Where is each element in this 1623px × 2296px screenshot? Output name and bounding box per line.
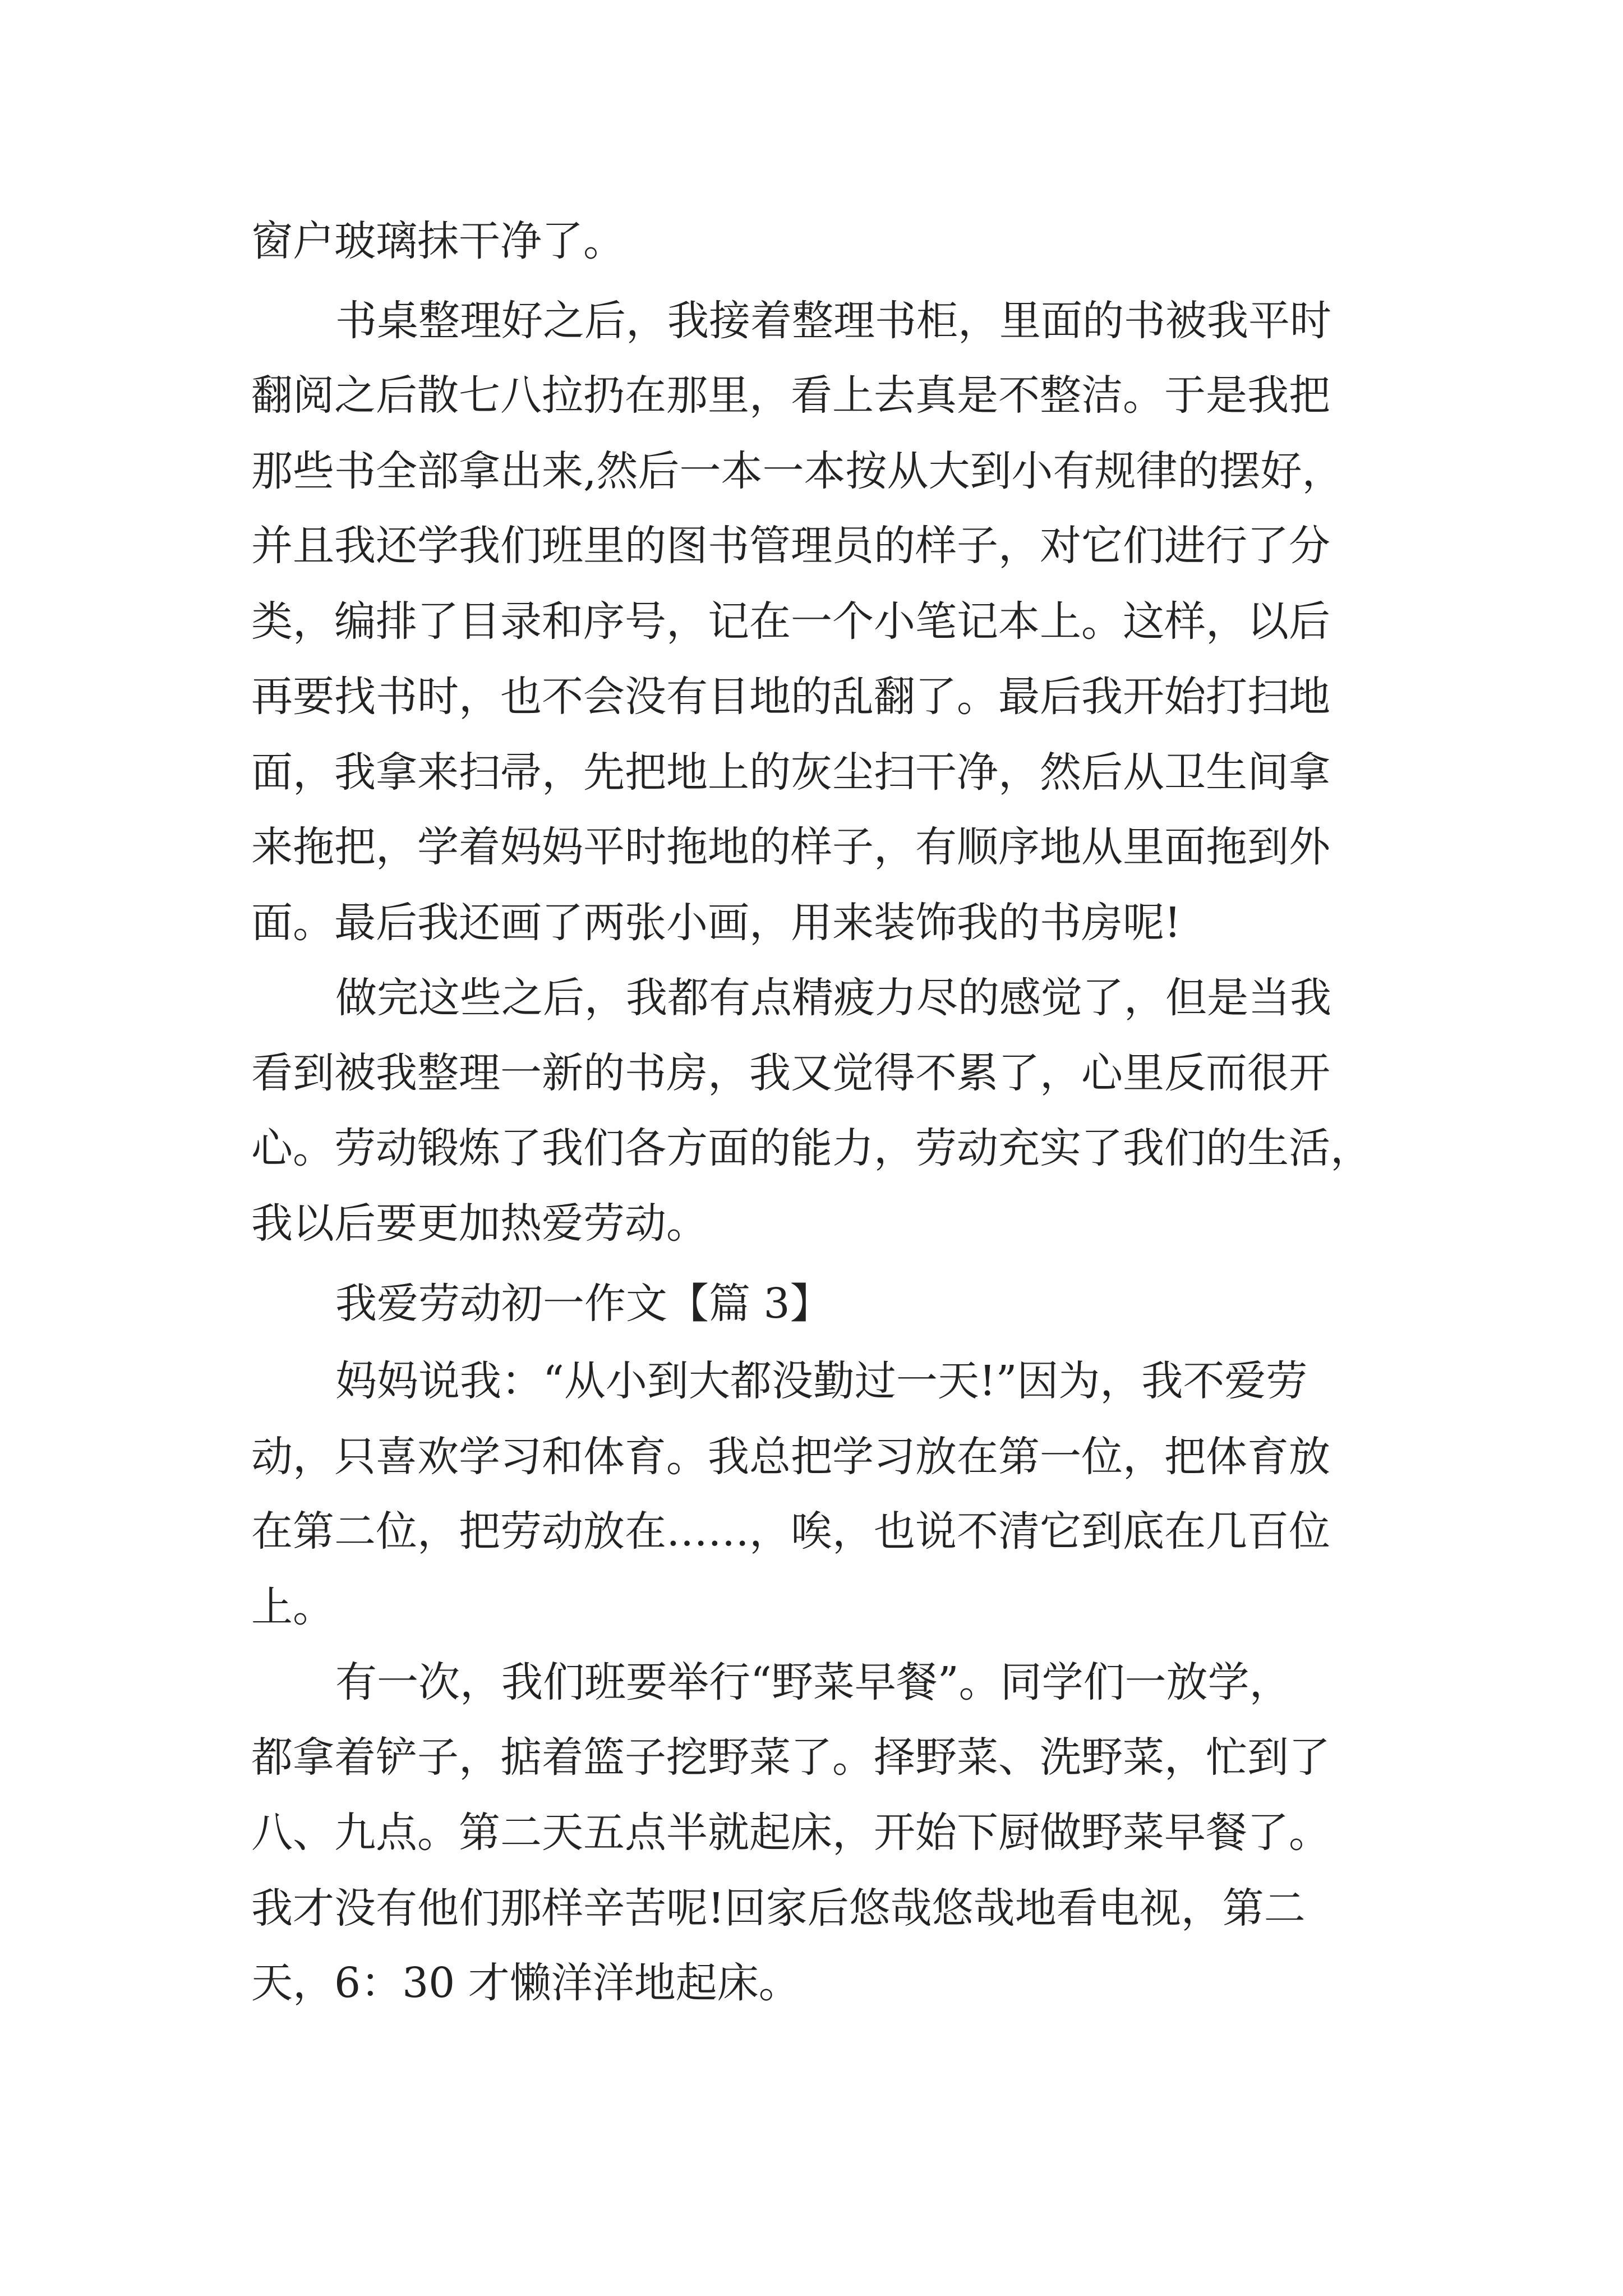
text-line: 并且我还学我们班里的图书管理员的样子，对它们进行了分 [251, 522, 1330, 570]
text-line: 在第二位，把劳动放在……，唉，也说不清它到底在几百位 [251, 1507, 1330, 1556]
text-line: 我才没有他们那样辛苦呢!回家后悠哉悠哉地看电视，第二 [251, 1884, 1306, 1932]
text-line: 面，我拿来扫帚，先把地上的灰尘扫干净，然后从卫生间拿 [251, 748, 1330, 797]
text-line: 动，只喜欢学习和体育。我总把学习放在第一位，把体育放 [251, 1433, 1330, 1481]
text-line: 心。劳动锻炼了我们各方面的能力，劳动充实了我们的生活， [251, 1124, 1372, 1172]
text-line: 八、九点。第二天五点半就起床，开始下厨做野菜早餐了。 [251, 1809, 1330, 1857]
text-line: 看到被我整理一新的书房，我又觉得不累了，心里反而很开 [251, 1049, 1330, 1097]
text-line: 都拿着铲子，掂着篮子挖野菜了。择野菜、洗野菜，忙到了 [251, 1733, 1330, 1782]
text-line: 有一次，我们班要举行“野菜早餐”。同学们一放学， [335, 1658, 1291, 1706]
section-heading: 我爱劳动初一作文【篇 3】 [335, 1280, 832, 1328]
text-line: 面。最后我还画了两张小画，用来装饰我的书房呢! [251, 899, 1181, 947]
text-line: 书桌整理好之后，我接着整理书柜，里面的书被我平时 [335, 297, 1331, 345]
text-line: 天，6：30 才懒洋洋地起床。 [251, 1959, 800, 2007]
text-line: 再要找书时，也不会没有目地的乱翻了。最后我开始打扫地 [251, 673, 1330, 721]
text-line: 上。 [251, 1583, 334, 1631]
text-line: 翻阅之后散七八拉扔在那里，看上去真是不整洁。于是我把 [251, 371, 1330, 420]
text-line: 类，编排了目录和序号，记在一个小笔记本上。这样，以后 [251, 597, 1330, 646]
text-line: 妈妈说我：“从小到大都没勤过一天!”因为，我不爱劳 [335, 1357, 1308, 1405]
text-line: 窗户玻璃抹干净了。 [251, 217, 625, 265]
text-line: 做完这些之后，我都有点精疲力尽的感觉了，但是当我 [335, 974, 1331, 1022]
text-line: 那些书全部拿出来,然后一本一本按从大到小有规律的摆好， [251, 447, 1344, 495]
text-line: 我以后要更加热爱劳动。 [251, 1199, 708, 1248]
text-line: 来拖把，学着妈妈平时拖地的样子，有顺序地从里面拖到外 [251, 823, 1330, 871]
